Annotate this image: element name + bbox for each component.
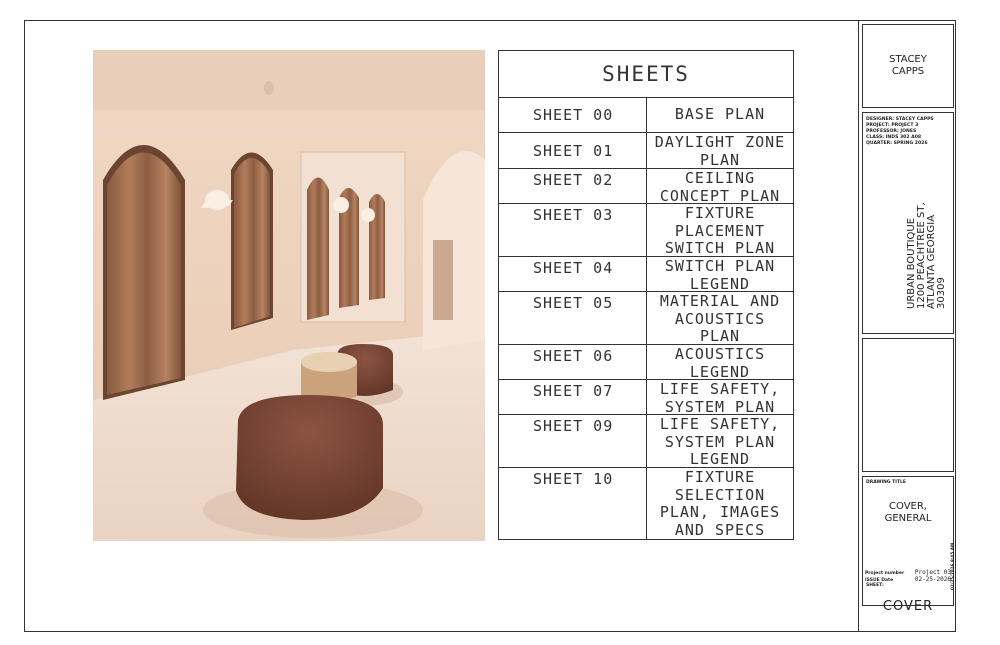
project-number-row [863,569,953,576]
table-row [499,98,793,133]
designer-name: STACEY CAPPS [862,24,954,108]
sheet-name: FIXTURE PLACEMENT SWITCH PLAN [664,204,776,257]
project-number-label: Project number [865,571,905,576]
project-address: URBAN BOUTIQUE 1200 PEACHTREE ST, ATLANTA GEORGIA 30309 [906,202,947,309]
drawing-title-label: DRAWING TITLE [866,480,906,485]
sheet-number: SHEET 00 [499,98,647,132]
table-row [499,345,793,380]
sheet-number: SHEET 03 [499,204,647,256]
sheet-name: SWITCH PLAN LEGEND [664,257,776,293]
sheet-label: SHEET: [866,583,884,588]
sheet-name: BASE PLAN [674,105,766,123]
sheet-number: SHEET 04 [499,257,647,291]
sheet-number: SHEET 07 [499,380,647,414]
sheet-name: DAYLIGHT ZONE PLAN [654,133,786,169]
sheet-number: SHEET 01 [499,133,647,168]
issue-date-row [863,576,953,583]
table-row [499,292,793,345]
sheet-name: CEILING CONCEPT PLAN [659,169,781,205]
table-row [499,468,793,539]
sheet-name: ACOUSTICS LEGEND [674,345,766,381]
sheet-number: SHEET 05 [499,292,647,344]
blank-panel [862,338,954,472]
table-row [499,415,793,468]
issue-date: 02-25-2026 [914,576,951,583]
sheet-name: LIFE SAFETY, SYSTEM PLAN [659,380,781,416]
table-row [499,204,793,257]
drawing-title-panel [862,476,954,614]
sheet-index-title: SHEETS [499,51,793,98]
project-info-panel [862,112,954,334]
sheet-number: SHEET 10 [499,468,647,539]
table-row [499,257,793,292]
boutique-fitting-room-photo [93,50,485,541]
sheet-name: LIFE SAFETY, SYSTEM PLAN LEGEND [659,415,781,468]
sheet-name: FIXTURE SELECTION PLAN, IMAGES AND SPECS [659,468,781,539]
project-info-lines: DESIGNER: STACEY CAPPS PROJECT: PROJECT 3 PROFESSOR: JONES CLASS: INDS 302 A08 QUARTER: SPRING 2026 [866,117,934,146]
sheet-index-table [498,50,794,540]
title-block [858,20,956,632]
drawing-title: COVER, GENERAL [884,501,932,524]
table-row [499,133,793,169]
sheet-number: SHEET 02 [499,169,647,203]
table-row [499,380,793,415]
print-timestamp: 02/25/2026 8:45 AM [950,542,955,590]
sheet-name: MATERIAL AND ACOUSTICS PLAN [659,292,781,345]
sheet-number: SHEET 06 [499,345,647,379]
table-row [499,169,793,204]
issue-date-label: ISSUE Date [865,578,894,583]
project-number: Project 03 [914,569,951,576]
sheet-number: SHEET 09 [499,415,647,467]
sheet-value: COVER [882,599,934,614]
